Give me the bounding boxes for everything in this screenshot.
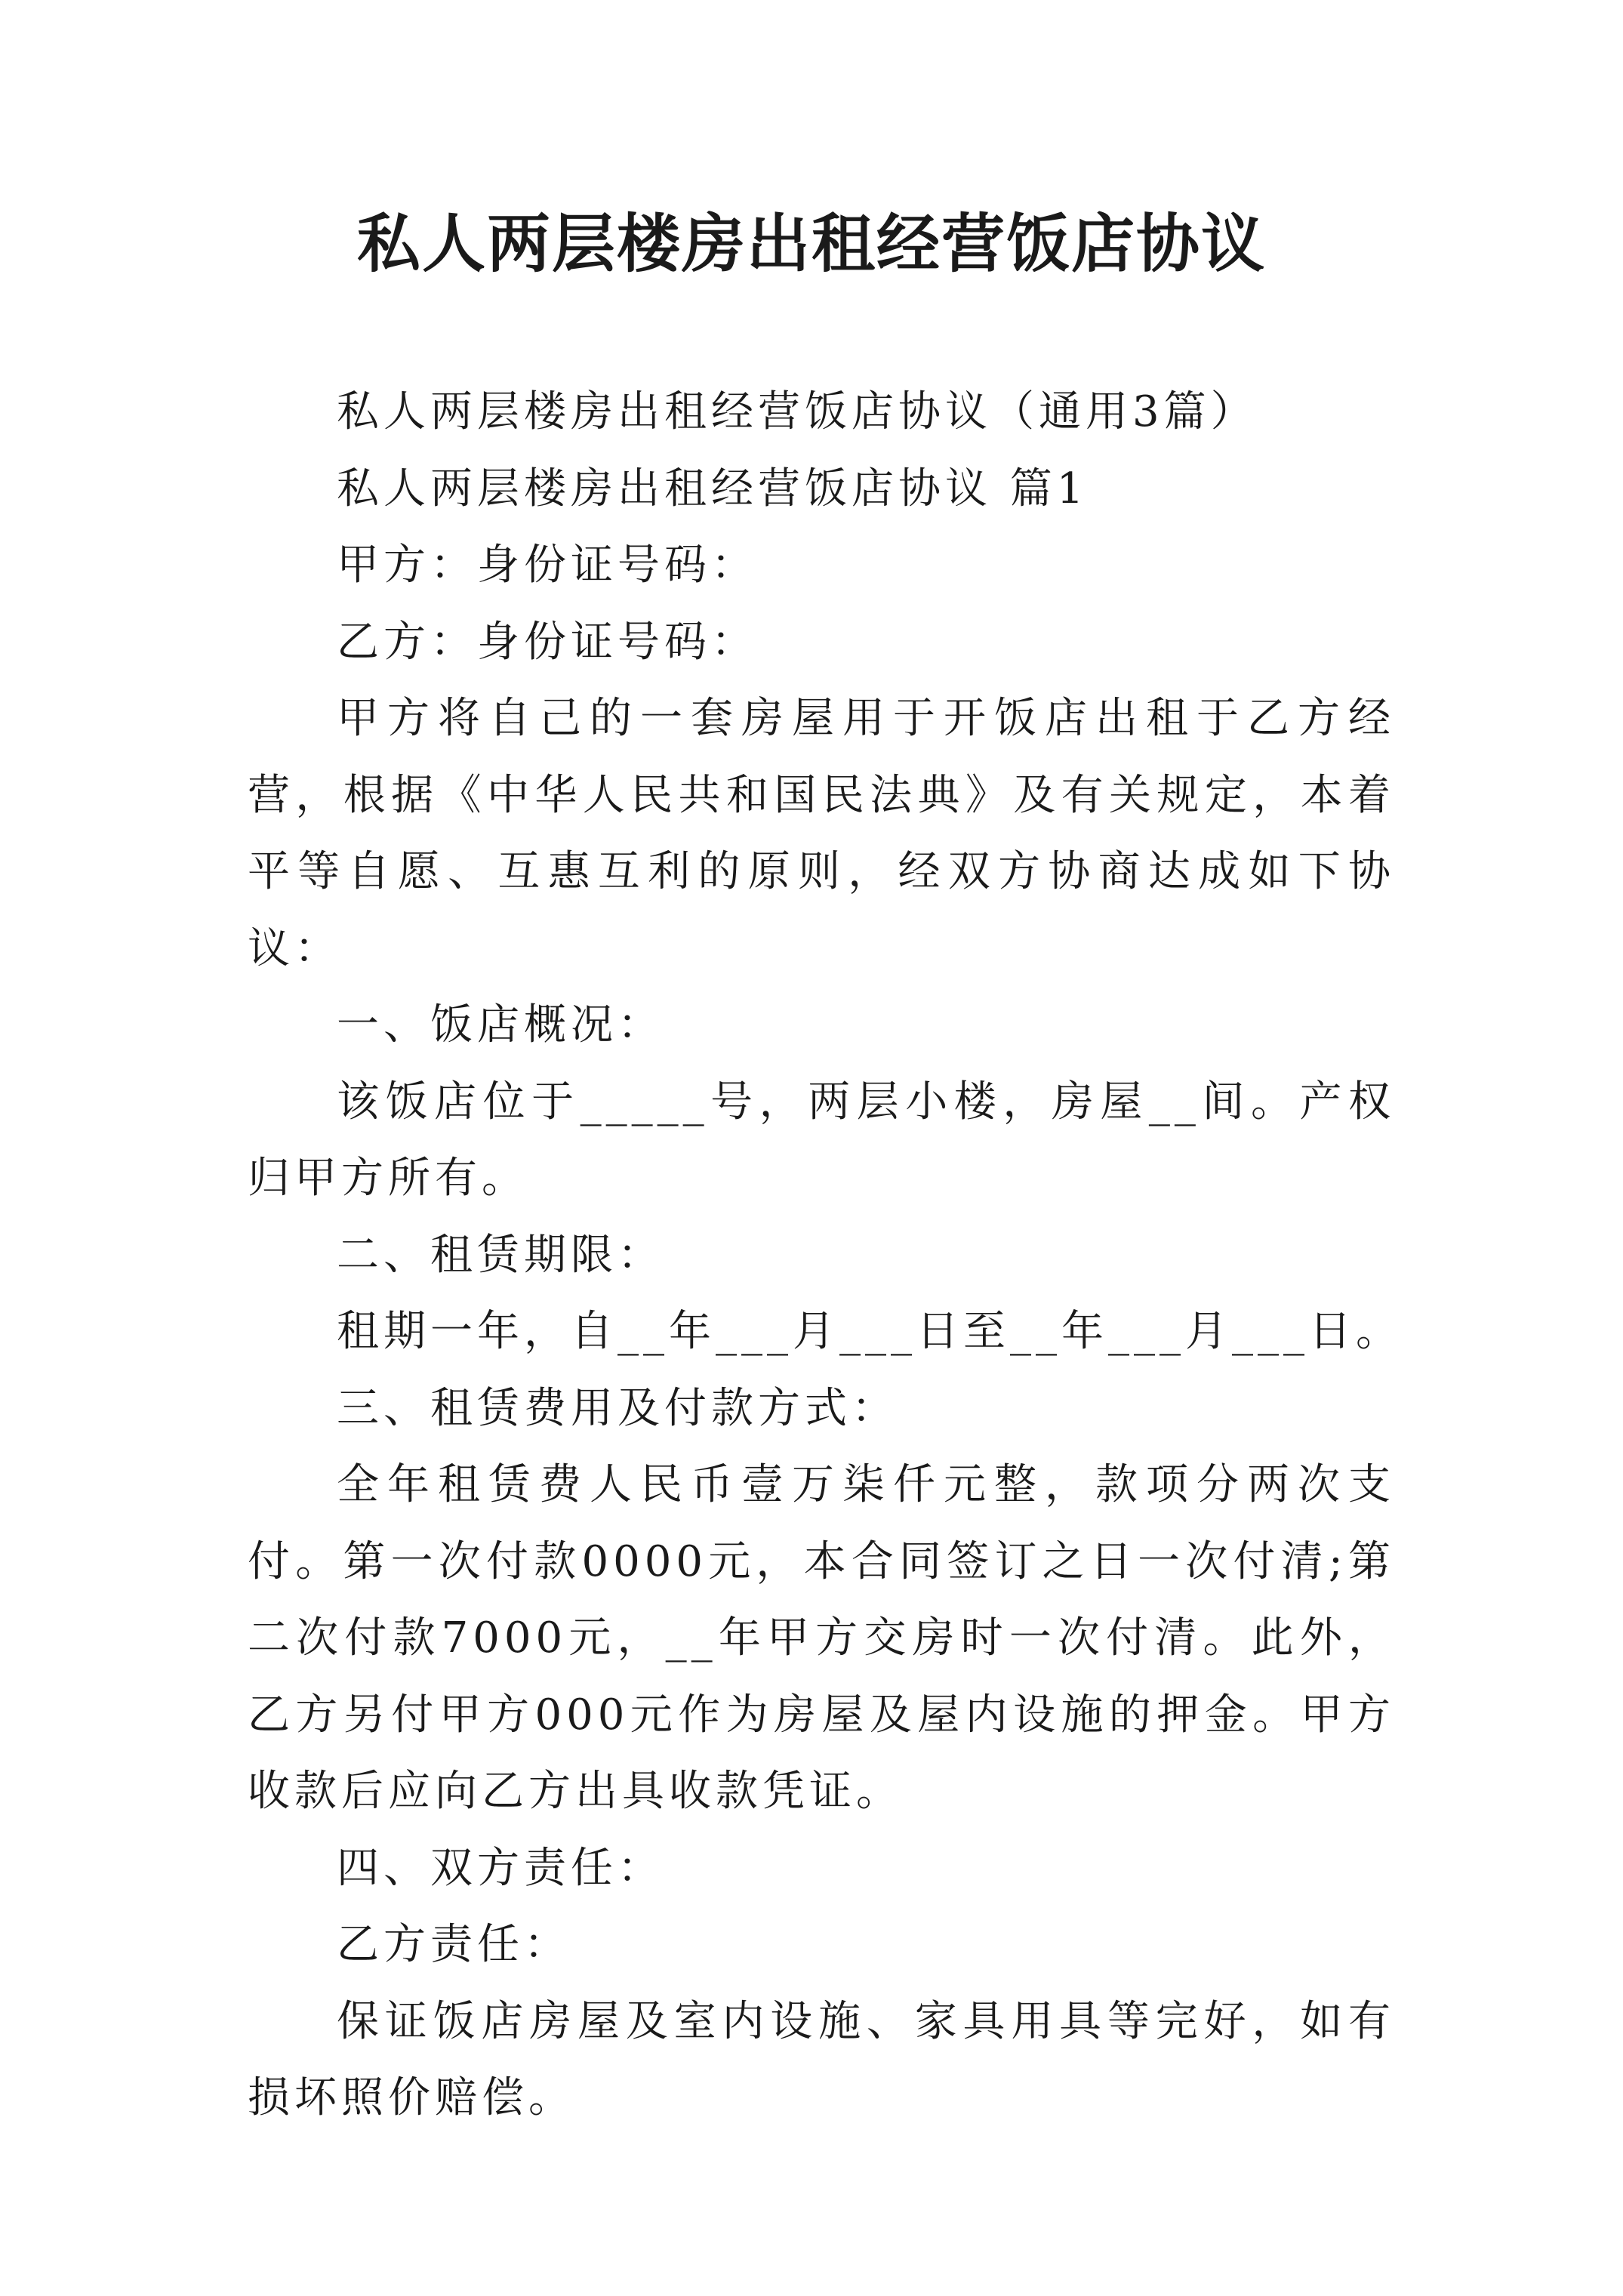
subtitle-paragraph: 私人两层楼房出租经营饭店协议（通用3篇）	[337, 387, 1258, 436]
document-body	[248, 374, 1403, 2137]
clause-paragraph-2: 租期一年，自__年___月___日至__年___月___日。	[337, 1307, 1403, 1356]
clause-heading-3: 三、租赁费用及付款方式：	[337, 1383, 898, 1433]
clause-heading-2: 二、租赁期限：	[337, 1230, 664, 1280]
party-b-duty-paragraph: 保证饭店房屋及室内设施、家具用具等完好，如有损坏照价赔偿。	[248, 1996, 1395, 2122]
clause-heading-1: 一、饭店概况：	[337, 1000, 664, 1049]
document-title: 私人两层楼房出租经营饭店协议	[356, 206, 1266, 281]
intro-paragraph: 甲方将自己的一套房屋用于开饭店出租于乙方经营，根据《中华人民共和国民法典》及有关规定，本着平等自愿、互惠互利的原则，经双方协商达成如下协议：	[248, 694, 1395, 973]
party-b-duty-heading: 乙方责任：	[337, 1920, 571, 1969]
clause-heading-4: 四、双方责任：	[337, 1843, 664, 1893]
party-a-line: 甲方：身份证号码：	[337, 541, 758, 590]
clause-paragraph-1: 该饭店位于_____号，两层小楼，房屋__间。产权归甲方所有。	[248, 1077, 1395, 1203]
party-b-line: 乙方：身份证号码：	[337, 617, 758, 667]
clause-paragraph-3: 全年租赁费人民币壹万柒仟元整，款项分两次支付。第一次付款0000元，本合同签订之日一次付清;第二次付款7000元，__年甲方交房时一次付清。此外，乙方另付甲方000元作为房屋及屋内设施的押金。甲方收款后应向乙方出具收款凭证。	[248, 1460, 1395, 1816]
section-heading: 私人两层楼房出租经营饭店协议 篇1	[337, 464, 1089, 513]
